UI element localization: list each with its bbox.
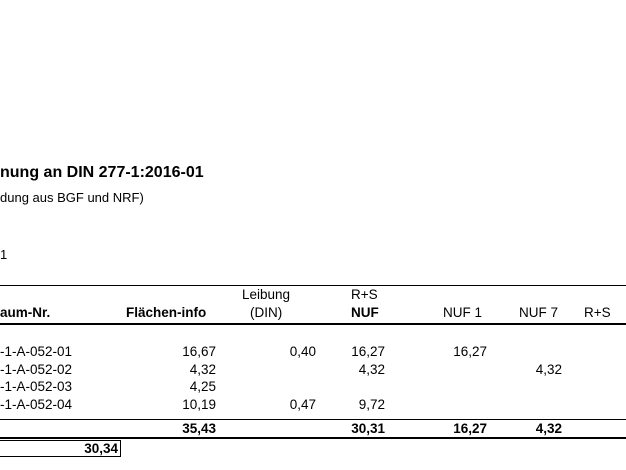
cell-nuf7: 4,32 [535,362,562,377]
cell-raum: -1-A-052-01 [0,344,73,359]
header-bottom-rule [0,323,626,325]
header-leibung: Leibung [242,287,291,302]
document-subtitle: dung aus BGF und NRF) [0,190,144,205]
cell-nuf: 9,72 [358,397,385,412]
header-nuf: NUF [351,305,379,320]
cell-nuf: 16,27 [351,344,385,359]
total-flaeche: 35,43 [182,421,216,436]
total-nuf1: 16,27 [453,421,487,436]
cell-nuf1: 16,27 [453,344,487,359]
grand-total-value: 30,34 [84,441,118,456]
cell-nuf: 4,32 [358,362,385,377]
cell-raum: -1-A-052-04 [0,397,73,412]
header-nuf7: NUF 7 [519,305,559,320]
header-nuf1: NUF 1 [443,305,483,320]
header-top-rule [0,285,626,286]
grand-total-box [0,440,121,457]
cell-raum: -1-A-052-03 [0,379,73,394]
cell-leibung: 0,40 [289,344,316,359]
total-nuf7: 4,32 [535,421,562,436]
header-rs-top: R+S [351,287,378,302]
header-rs-right: R+S [584,305,611,320]
cell-flaeche: 16,67 [182,344,216,359]
cell-flaeche: 4,32 [189,362,216,377]
cell-flaeche: 4,25 [189,379,216,394]
total-nuf: 30,31 [351,421,385,436]
header-leibung-din: (DIN) [250,305,283,320]
document-title: nung an DIN 277-1:2016-01 [0,164,204,181]
totals-bottom-rule [0,437,626,439]
cell-raum: -1-A-052-02 [0,362,73,377]
header-flaechen-info: Flächen-info [126,305,207,320]
header-raum-nr: aum-Nr. [0,305,51,320]
totals-top-rule [0,419,626,420]
section-id: 1 [0,247,8,262]
cell-flaeche: 10,19 [182,397,216,412]
cell-leibung: 0,47 [289,397,316,412]
